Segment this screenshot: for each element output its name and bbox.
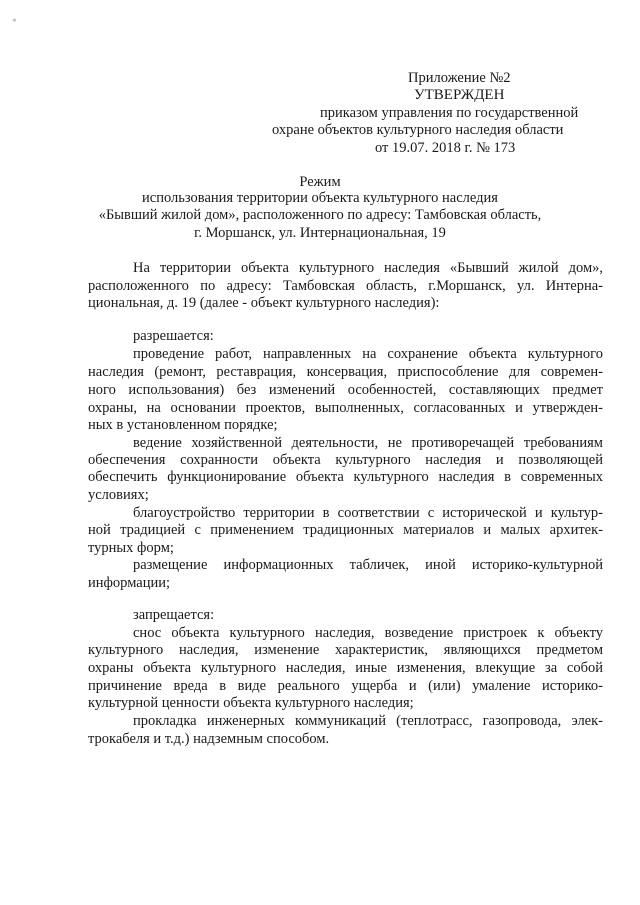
allowed-line: благоустройство территории в соответствии с исторической и культур- <box>133 505 603 521</box>
allowed-line: турных форм; <box>88 540 174 556</box>
forbidden-line: прокладка инженерных коммуникаций (теплотрасс, газопровода, элек- <box>133 713 603 729</box>
intro-line-1: На территории объекта культурного наследия «Бывший жилой дом», <box>133 260 603 276</box>
forbidden-line: причинение вреда в виде реального ущерба и (или) умаление историко- <box>88 678 603 694</box>
allowed-line: условиях; <box>88 487 149 503</box>
forbidden-line: снос объекта культурного наследия, возведение пристроек к объекту <box>133 625 603 641</box>
page-mark: * <box>12 17 17 27</box>
allowed-line: ных в установленном порядке; <box>88 417 278 433</box>
forbidden-line: трокабеля и т.д.) надземным способом. <box>88 731 330 747</box>
intro-line-2: расположенного по адресу: Тамбовская область, г.Моршанск, ул. Интерна- <box>88 278 603 294</box>
allowed-line: обеспечения сохранности объекта культурного наследия и позволяющей <box>88 452 603 468</box>
allowed-line: проведение работ, направленных на сохранение объекта культурного <box>133 346 603 362</box>
approval-line-2: охране объектов культурного наследия области <box>272 122 564 138</box>
appendix-label: Приложение №2 <box>408 70 511 86</box>
forbidden-heading: запрещается: <box>133 607 215 623</box>
allowed-line: охраны, на основании проектов, выполненных, согласованных и утвержден- <box>88 400 603 416</box>
allowed-heading: разрешается: <box>133 328 214 344</box>
allowed-line: обеспечить функционирование объекта культурного наследия в современных <box>88 469 603 485</box>
title-line-2: «Бывший жилой дом», расположенного по адресу: Тамбовская область, <box>98 207 542 223</box>
approval-line-3: от 19.07. 2018 г. № 173 <box>375 140 516 156</box>
forbidden-line: культурной ценности объекта культурного наследия; <box>88 695 414 711</box>
regime-heading: Режим <box>299 174 341 190</box>
forbidden-line: культурного наследия, изменение характеристик, являющихся предметом <box>88 642 603 658</box>
title-line-1: использования территории объекта культурного наследия <box>142 190 498 206</box>
allowed-line: ного использования) без изменений особенностей, составляющих предмет <box>88 382 603 398</box>
approved-label: УТВЕРЖДЕН <box>414 87 505 103</box>
title-line-3: г. Моршанск, ул. Интернациональная, 19 <box>194 225 446 241</box>
allowed-line: ведение хозяйственной деятельности, не противоречащей требованиям <box>133 435 603 451</box>
allowed-line: ной традицией с применением традиционных материалов и малых архитек- <box>88 522 603 538</box>
forbidden-line: охраны объекта культурного наследия, иные изменения, влекущие за собой <box>88 660 603 676</box>
approval-line-1: приказом управления по государственной <box>320 105 579 121</box>
allowed-line: размещение информационных табличек, иной историко-культурной <box>133 557 603 573</box>
allowed-line: информации; <box>88 575 171 591</box>
allowed-line: наследия (ремонт, реставрация, консервация, приспособление для современ- <box>88 364 603 380</box>
intro-line-3: циональная, д. 19 (далее - объект культурного наследия): <box>88 295 440 311</box>
